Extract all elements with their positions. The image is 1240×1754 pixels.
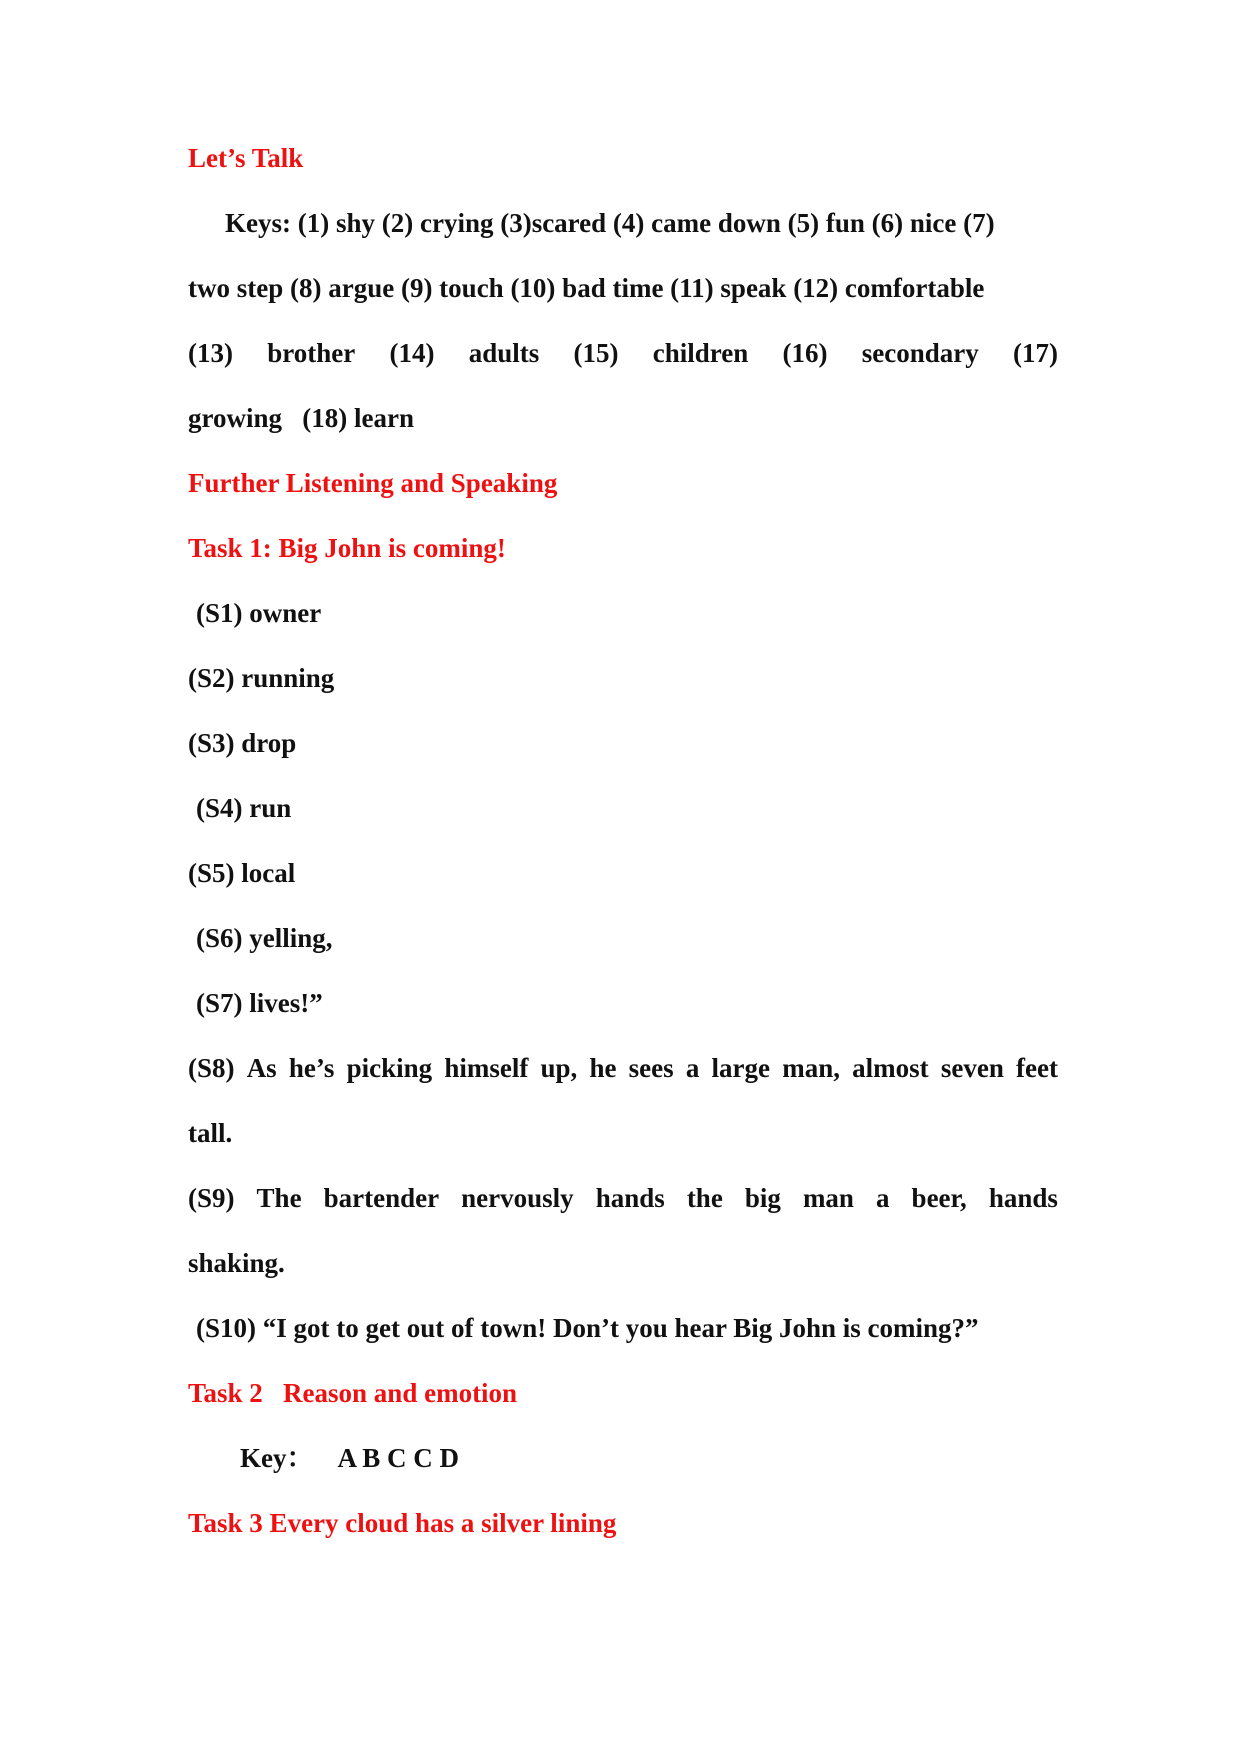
s8-word: sees <box>628 1053 674 1083</box>
s9-word: a <box>876 1183 890 1213</box>
s9-word: nervously <box>461 1183 574 1213</box>
task1-s9-line-2: shaking. <box>188 1248 285 1278</box>
s8-word: he <box>589 1053 617 1083</box>
s9-word: bartender <box>323 1183 440 1213</box>
s9-word: hands <box>988 1183 1058 1213</box>
s8-word: a <box>685 1053 700 1083</box>
s8-word: picking <box>346 1053 433 1083</box>
task1-answer-s3: (S3) drop <box>188 728 297 758</box>
s8-word: up, <box>540 1053 578 1083</box>
lets-talk-keys-line-1: Keys: (1) shy (2) crying (3)scared (4) came down (5) fun (6) nice (7) <box>225 208 995 238</box>
lets-talk-keys-line-2: two step (8) argue (9) touch (10) bad time (11) speak (12) comfortable <box>188 273 985 303</box>
keys-word: (14) <box>389 338 435 368</box>
task1-answer-s5: (S5) local <box>188 858 296 888</box>
task2-key-line <box>240 1441 1110 1475</box>
keys-word: (17) <box>1013 338 1058 368</box>
s9-word: big <box>744 1183 781 1213</box>
task1-answer-s7: (S7) lives!” <box>196 988 323 1018</box>
keys-word: adults <box>468 338 540 368</box>
keys-word: children <box>652 338 749 368</box>
s8-word: he’s <box>288 1053 335 1083</box>
s8-word: As <box>246 1053 277 1083</box>
s9-word: man <box>802 1183 854 1213</box>
keys-word: (13) <box>188 338 233 368</box>
s8-word: seven <box>940 1053 1004 1083</box>
task1-answer-s6: (S6) yelling, <box>196 923 333 953</box>
task1-s10: (S10) “I got to get out of town! Don’t you hear Big John is coming?” <box>196 1313 979 1343</box>
task1-s8-line-1 <box>188 1051 1058 1085</box>
task1-s8-line-2: tall. <box>188 1118 233 1148</box>
keys-word: brother <box>267 338 356 368</box>
task3-heading: Task 3 Every cloud has a silver lining <box>188 1508 617 1538</box>
s8-word: large <box>711 1053 771 1083</box>
keys-word: (15) <box>573 338 619 368</box>
keys-word: (16) <box>782 338 828 368</box>
task1-answer-s2: (S2) running <box>188 663 335 693</box>
task2-key-label: Key： <box>240 1443 314 1473</box>
task1-answer-s4: (S4) run <box>196 793 292 823</box>
task1-answer-s1: (S1) owner <box>196 598 322 628</box>
s9-word: hands <box>595 1183 665 1213</box>
s8-word: himself <box>444 1053 529 1083</box>
s9-word: The <box>256 1183 302 1213</box>
s9-word: beer, <box>911 1183 967 1213</box>
keys-word: secondary <box>861 338 979 368</box>
s8-word: feet <box>1016 1053 1058 1083</box>
s8-word: (S8) <box>188 1053 235 1083</box>
lets-talk-keys-line-3 <box>188 336 1058 370</box>
task2-key-value: A B C C D <box>337 1443 460 1473</box>
s9-word: the <box>686 1183 723 1213</box>
further-listening-heading: Further Listening and Speaking <box>188 468 558 498</box>
s8-word: man, <box>782 1053 840 1083</box>
s9-word: (S9) <box>188 1183 235 1213</box>
lets-talk-heading: Let’s Talk <box>188 143 304 173</box>
task1-heading: Task 1: Big John is coming! <box>188 533 506 563</box>
task2-heading: Task 2 Reason and emotion <box>188 1378 518 1408</box>
lets-talk-keys-line-4: growing (18) learn <box>188 403 414 433</box>
task1-s9-line-1 <box>188 1181 1058 1215</box>
s8-word: almost <box>852 1053 929 1083</box>
